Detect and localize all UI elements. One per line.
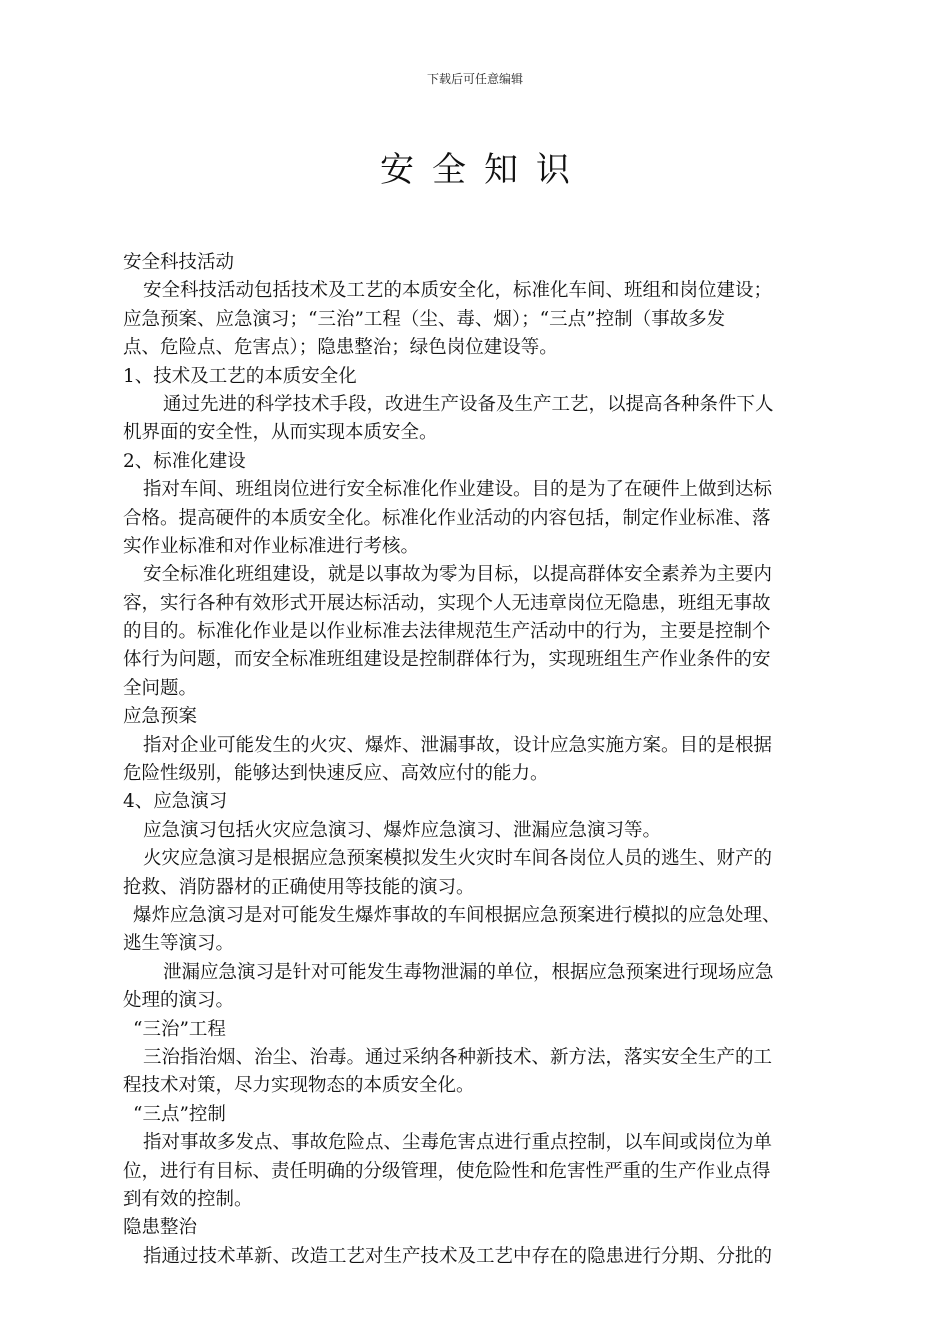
paragraph-line: 逃生等演习。 (123, 933, 235, 955)
paragraph-line: 火灾应急演习是根据应急预案模拟发生火灾时车间各岗位人员的逃生、财产的 (143, 848, 773, 870)
paragraph-line: 处理的演习。 (123, 990, 235, 1012)
paragraph-line: 容，实行各种有效形式开展达标活动，实现个人无违章岗位无隐患，班组无事故 (123, 592, 771, 614)
paragraph-line: 指对车间、班组岗位进行安全标准化作业建设。目的是为了在硬件上做到达标 (143, 479, 773, 501)
paragraph-line: 爆炸应急演习是对可能发生爆炸事故的车间根据应急预案进行模拟的应急处理、 (133, 904, 781, 926)
paragraph-line: 合格。提高硬件的本质安全化。标准化作业活动的内容包括，制定作业标准、落 (123, 507, 771, 529)
paragraph-line: 实作业标准和对作业标准进行考核。 (123, 535, 420, 557)
paragraph-line: 应急预案、应急演习；“三治”工程（尘、毒、烟）；“三点”控制（事故多发 (123, 308, 726, 330)
paragraph-line: 体行为问题，而安全标准班组建设是控制群体行为，实现班组生产作业条件的安 (123, 649, 771, 671)
paragraph-line: 泄漏应急演习是针对可能发生毒物泄漏的单位，根据应急预案进行现场应急 (163, 961, 774, 983)
paragraph-line: 指对事故多发点、事故危险点、尘毒危害点进行重点控制，以车间或岗位为单 (143, 1132, 773, 1154)
section-heading: 安全科技活动 (123, 252, 235, 273)
paragraph-line: 安全科技活动包括技术及工艺的本质安全化，标准化车间、班组和岗位建设； (143, 280, 773, 302)
paragraph-line: 安全标准化班组建设，就是以事故为零为目标，以提高群体安全素养为主要内 (143, 564, 773, 586)
paragraph-line: 程技术对策，尽力实现物态的本质安全化。 (123, 1075, 475, 1097)
paragraph-line: 点、危险点、危害点）；隐患整治；绿色岗位建设等。 (123, 337, 558, 359)
paragraph-line: 指对企业可能发生的火灾、爆炸、泄漏事故，设计应急实施方案。目的是根据 (143, 734, 773, 756)
paragraph-line: 位，进行有目标、责任明确的分级管理，使危险性和危害性严重的生产作业点得 (123, 1160, 771, 1182)
section-heading: 隐患整治 (123, 1217, 198, 1239)
section-heading: 2、标准化建设 (123, 450, 246, 472)
section-heading: 应急预案 (123, 706, 198, 728)
section-heading: “三治”工程 (133, 1018, 226, 1040)
paragraph-line: 三治指治烟、治尘、治毒。通过采纳各种新技术、新方法，落实安全生产的工 (143, 1046, 773, 1068)
section-heading: “三点”控制 (133, 1103, 226, 1125)
paragraph-line: 指通过技术革新、改造工艺对生产技术及工艺中存在的隐患进行分期、分批的 (143, 1245, 773, 1267)
section-heading: 1、技术及工艺的本质安全化 (123, 365, 357, 387)
document-body (123, 249, 853, 1271)
paragraph-line: 抢救、消防器材的正确使用等技能的演习。 (123, 876, 475, 898)
paragraph-line: 机界面的安全性，从而实现本质安全。 (123, 422, 438, 444)
paragraph-line: 应急演习包括火灾应急演习、爆炸应急演习、泄漏应急演习等。 (143, 819, 662, 841)
paragraph-line: 到有效的控制。 (123, 1188, 253, 1210)
section-heading: 4、应急演习 (123, 791, 228, 813)
paragraph-line: 的目的。标准化作业是以作业标准去法律规范生产活动中的行为，主要是控制个 (123, 621, 771, 643)
paragraph-line: 危险性级别，能够达到快速反应、高效应付的能力。 (123, 763, 549, 785)
paragraph-line: 全问题。 (123, 677, 198, 699)
document-title: 安全知识 (380, 150, 588, 190)
page-header: 下载后可任意编辑 (426, 72, 523, 86)
paragraph-line: 通过先进的科学技术手段，改进生产设备及生产工艺，以提高各种条件下人 (163, 393, 774, 415)
